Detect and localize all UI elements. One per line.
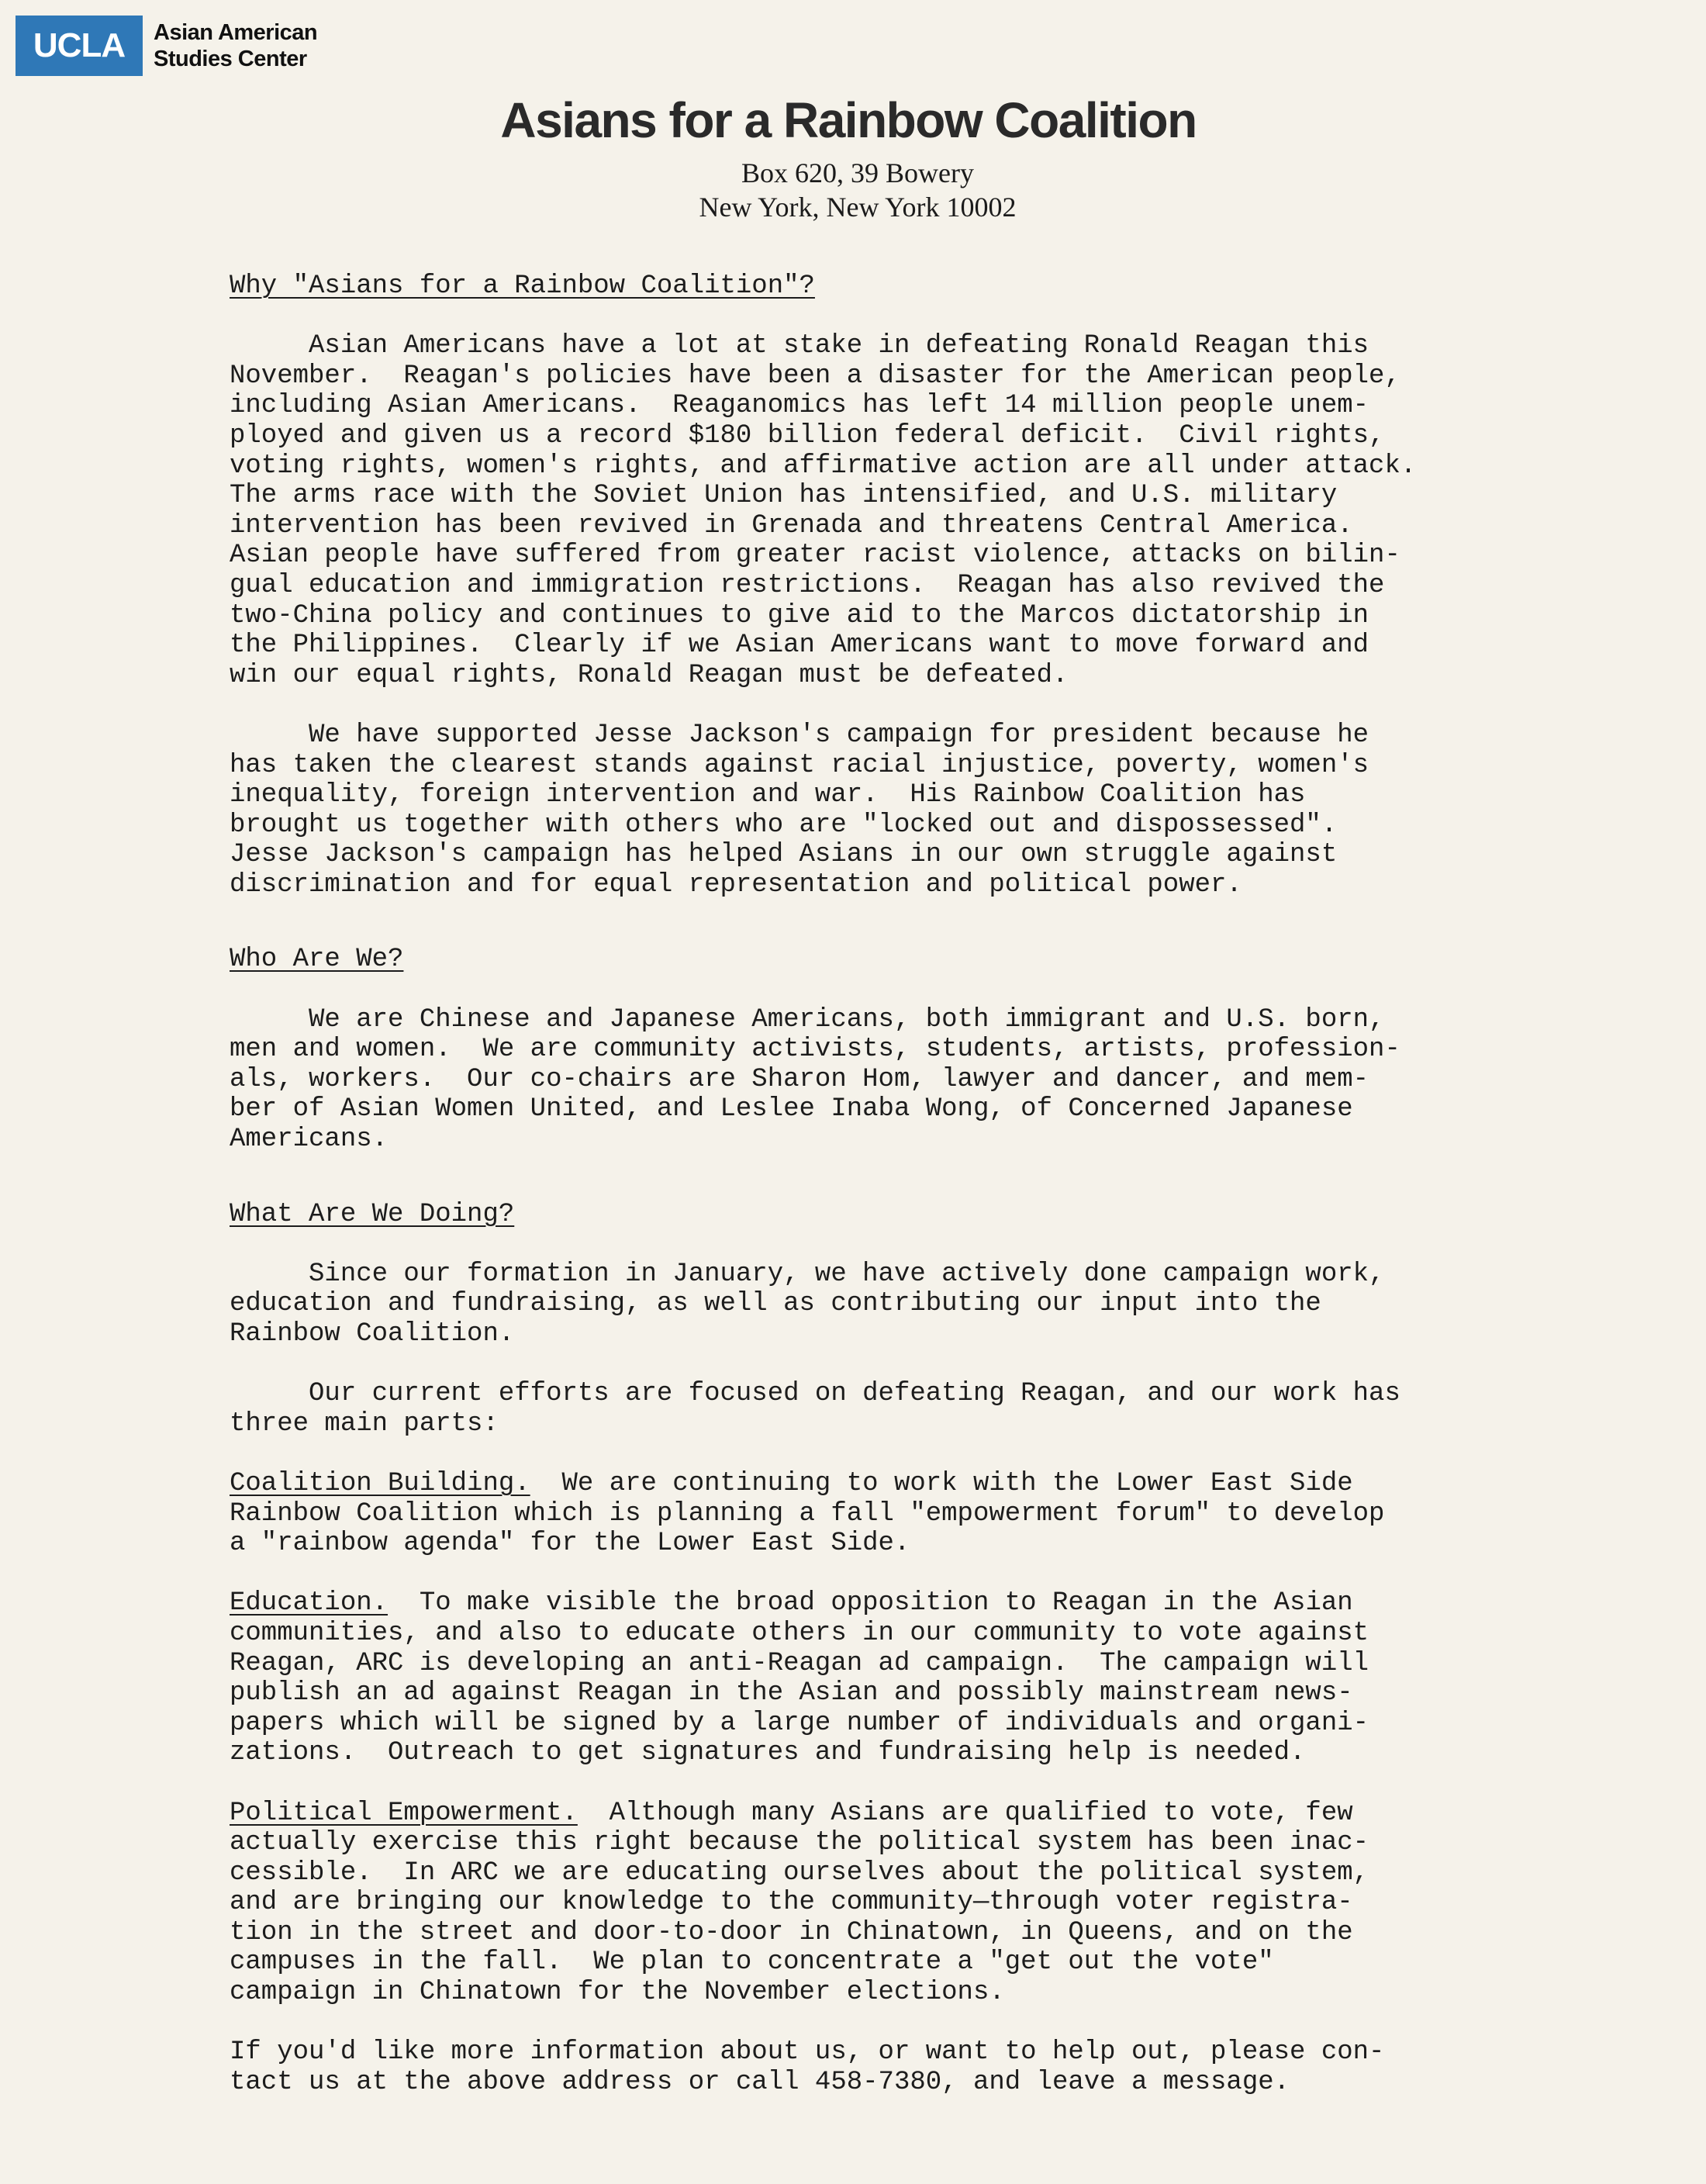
- organization-title: Asians for a Rainbow Coalition: [500, 92, 1197, 148]
- text-line: a "rainbow agenda" for the Lower East Side.: [230, 1529, 910, 1559]
- text-line: zations. Outreach to get signatures and fundraising help is needed.: [230, 1738, 1306, 1768]
- address-line-2: New York, New York 10002: [699, 192, 1017, 223]
- section-heading-who: Who Are We?: [230, 945, 404, 975]
- text-line: cessible. In ARC we are educating ourselves about the political system,: [230, 1857, 1369, 1888]
- document-body: [230, 271, 1594, 2097]
- text-line: three main parts:: [230, 1408, 499, 1439]
- text-line: Rainbow Coalition which is planning a fall "empowerment forum" to develop: [230, 1498, 1385, 1529]
- text-line: intervention has been revived in Grenada and threatens Central America.: [230, 510, 1353, 541]
- text-line: Since our formation in January, we have actively done campaign work,: [230, 1259, 1385, 1289]
- text-line: men and women. We are community activists, students, artists, profession-: [230, 1035, 1400, 1065]
- paragraph-why-1: [230, 331, 1594, 690]
- address-line-1: Box 620, 39 Bowery: [741, 157, 974, 188]
- political-empowerment-label: Political Empowerment.: [230, 1798, 578, 1828]
- text-line: actually exercise this right because the political system has been inac-: [230, 1828, 1369, 1858]
- text-line: Jesse Jackson's campaign has helped Asians in our own struggle against: [230, 840, 1338, 870]
- logo-caption-line2: Studies Center: [154, 47, 307, 71]
- text-line: Reagan, ARC is developing an anti-Reagan ad campaign. The campaign will: [230, 1648, 1369, 1678]
- text-line: communities, and also to educate others in our community to vote against: [230, 1618, 1369, 1648]
- paragraph-what-2: [230, 1379, 1594, 1439]
- text-line: The arms race with the Soviet Union has intensified, and U.S. military: [230, 481, 1338, 511]
- coalition-building-label: Coalition Building.: [230, 1468, 530, 1498]
- text-line: We are continuing to work with the Lower East Side: [530, 1468, 1353, 1498]
- text-line: We are Chinese and Japanese Americans, both immigrant and U.S. born,: [230, 1004, 1385, 1035]
- text-line: education and fundraising, as well as contributing our input into the: [230, 1289, 1321, 1319]
- text-line: inequality, foreign intervention and war. His Rainbow Coalition has: [230, 780, 1306, 810]
- text-line: ployed and given us a record $180 billion federal deficit. Civil rights,: [230, 420, 1385, 451]
- text-line: the Philippines. Clearly if we Asian Americans want to move forward and: [230, 631, 1369, 661]
- text-line: campuses in the fall. We plan to concentrate a "get out the vote": [230, 1947, 1274, 1978]
- section-heading-why: Why "Asians for a Rainbow Coalition"?: [230, 271, 815, 301]
- ucla-logo: [16, 16, 317, 76]
- ucla-logo-mark: UCLA: [16, 16, 143, 76]
- text-line: brought us together with others who are "locked out and dispossessed".: [230, 810, 1338, 840]
- text-line: tact us at the above address or call 458-7380, and leave a message.: [230, 2067, 1290, 2097]
- paragraph-why-2: [230, 721, 1594, 900]
- text-line: tion in the street and door-to-door in Chinatown, in Queens, and on the: [230, 1917, 1353, 1947]
- paragraph-education: [230, 1588, 1594, 1768]
- paragraph-coalition-building: [230, 1469, 1594, 1559]
- text-line: campaign in Chinatown for the November elections.: [230, 1978, 1005, 2008]
- text-line: To make visible the broad opposition to Reagan in the Asian: [388, 1588, 1353, 1619]
- text-line: voting rights, women's rights, and affirmative action are all under attack.: [230, 451, 1417, 481]
- text-line: Asian people have suffered from greater racist violence, attacks on bilin-: [230, 541, 1400, 571]
- text-line: has taken the clearest stands against racial injustice, poverty, women's: [230, 750, 1369, 780]
- text-line: ber of Asian Women United, and Leslee Inaba Wong, of Concerned Japanese: [230, 1094, 1353, 1125]
- text-line: papers which will be signed by a large number of individuals and organi-: [230, 1708, 1369, 1738]
- text-line: and are bringing our knowledge to the community—through voter registra-: [230, 1888, 1353, 1918]
- education-label: Education.: [230, 1588, 389, 1619]
- paragraph-closing-contact: [230, 2037, 1594, 2097]
- paragraph-what-1: [230, 1260, 1594, 1349]
- text-line: November. Reagan's policies have been a disaster for the American people,: [230, 361, 1400, 391]
- text-line: If you'd like more information about us, or want to help out, please con-: [230, 2037, 1385, 2068]
- paragraph-who-1: [230, 1005, 1594, 1155]
- text-line: als, workers. Our co-chairs are Sharon Hom, lawyer and dancer, and mem-: [230, 1064, 1369, 1094]
- text-line: Rainbow Coalition.: [230, 1319, 515, 1349]
- text-line: Asian Americans have a lot at stake in defeating Ronald Reagan this: [230, 331, 1369, 361]
- text-line: Our current efforts are focused on defeating Reagan, and our work has: [230, 1379, 1400, 1409]
- text-line: including Asian Americans. Reaganomics has left 14 million people unem-: [230, 391, 1369, 421]
- logo-caption: [154, 19, 317, 72]
- text-line: gual education and immigration restrictions. Reagan has also revived the: [230, 570, 1385, 600]
- text-line: Americans.: [230, 1125, 389, 1155]
- text-line: publish an ad against Reagan in the Asian and possibly mainstream news-: [230, 1678, 1353, 1709]
- text-line: Although many Asians are qualified to vote, few: [577, 1798, 1353, 1828]
- logo-caption-line1: Asian American: [154, 20, 318, 45]
- paragraph-political-empowerment: [230, 1799, 1594, 2008]
- text-line: two-China policy and continues to give aid to the Marcos dictatorship in: [230, 600, 1369, 631]
- text-line: win our equal rights, Ronald Reagan must be defeated.: [230, 660, 1069, 690]
- section-heading-what: What Are We Doing?: [230, 1199, 515, 1229]
- text-line: discrimination and for equal representation and political power.: [230, 869, 1242, 900]
- text-line: We have supported Jesse Jackson's campaign for president because he: [230, 720, 1369, 750]
